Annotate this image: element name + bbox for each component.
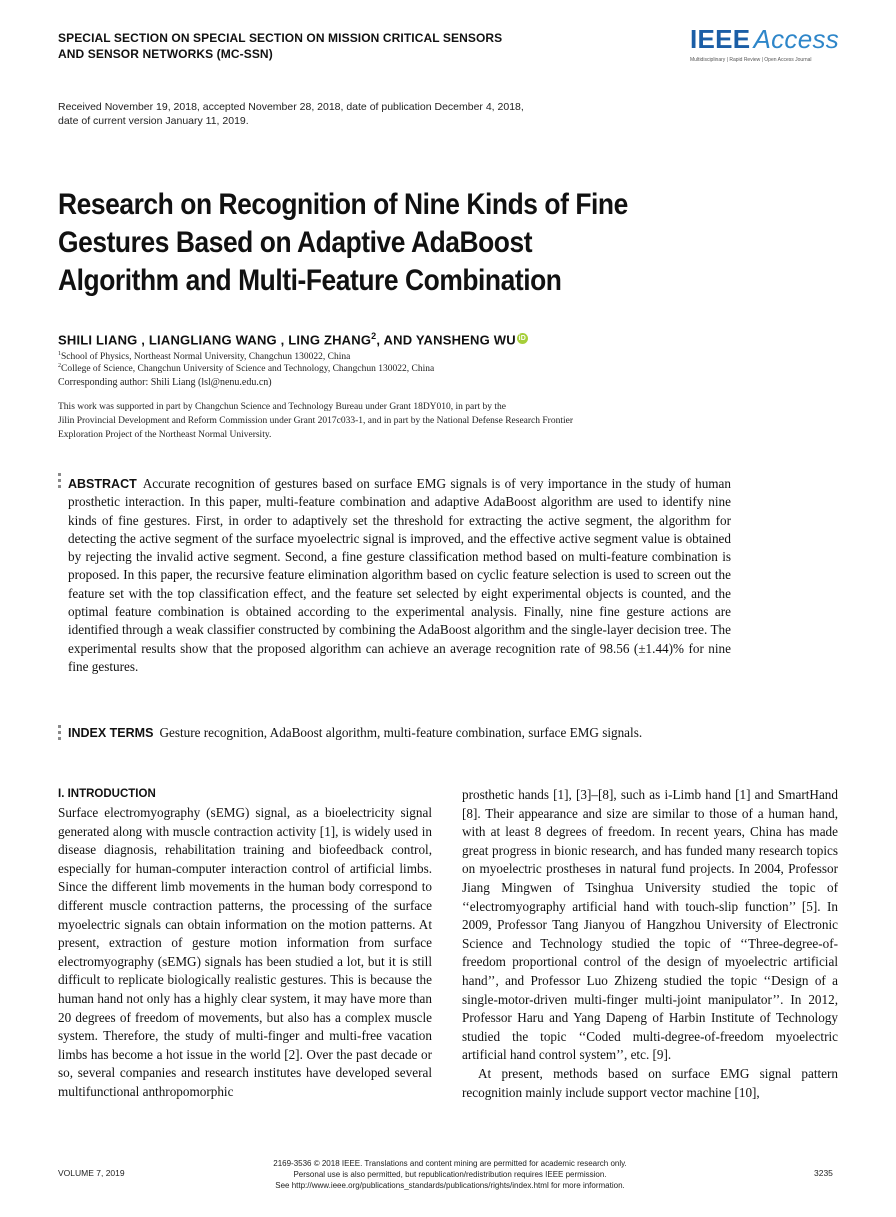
affiliation-1-text: School of Physics, Northeast Normal University, Changchun 130022, China xyxy=(61,352,351,363)
body-left-column xyxy=(58,786,432,1102)
body-right-column xyxy=(462,786,838,1102)
funding-statement xyxy=(58,400,738,442)
special-section-header xyxy=(58,30,578,62)
abstract-block xyxy=(68,475,731,676)
intro-paragraph-2: At present, methods based on surface EMG signal pattern recognition mainly include support vector machine [10], xyxy=(462,1065,838,1100)
index-terms-text: Gesture recognition, AdaBoost algorithm, multi-feature combination, surface EMG signals. xyxy=(159,725,643,740)
license-line-2: Personal use is also permitted, but republication/redistribution requires IEEE permission. xyxy=(293,1170,607,1179)
logo-tagline: Multidisciplinary | Rapid Review | Open Access Journal xyxy=(690,57,812,63)
paper-title xyxy=(58,186,762,300)
footer-license xyxy=(180,1158,720,1191)
support-line-2: Jilin Provincial Development and Reform Commission under Grant 2017c033-1, and in part by the National Defense Research Frontier xyxy=(58,416,573,426)
intro-paragraph-1-cont: prosthetic hands [1], [3]–[8], such as i-Limb hand [1] and SmartHand [8]. Their appearance and size are similar to those of a human hand, with at least 8 degrees of freedom. In recent years, China has made great progress in bionic research, and has funded many research topics on myoelectric prostheses in natural fund projects. In 2004, Professor Jiang Mingwen of Tsinghua University studied the topic of ‘‘electromyography artificial hand with touch-slip function’’ [5]. In 2009, Professor Tang Jianyou of Hangzhou University of Electronic Science and Technology studied the topic of ‘‘Three-degree-of-freedom proportional control of the design of myoelectric artificial hand’’, and Professor Luo Zhizeng studied the topic ‘‘Design of a single-motor-driven multi-finger multi-joint manipulator’’. In 2012, Professor Haru and Yang Dapeng of Harbin Institute of Technology studied the topic ‘‘Coded multi-degree-of-freedom myoelectric artificial hand control system’’, etc. [9]. xyxy=(462,787,838,1063)
section-line-1: SPECIAL SECTION ON SPECIAL SECTION ON MISSION CRITICAL SENSORS xyxy=(58,31,503,45)
section-heading-introduction: I. INTRODUCTION xyxy=(58,788,156,800)
support-line-1: This work was supported in part by Changchun Science and Technology Bureau under Grant 18DY010, in part by the xyxy=(58,402,506,412)
intro-paragraph-1: Surface electromyography (sEMG) signal, as a bioelectricity signal generated along with muscle contraction activity [1], is widely used in disease diagnosis, rehabilitation training and biofeedback control, especially for human-computer interaction control of artificial limbs. Since the different limb movements in the human body correspond to different muscle contraction patterns, the processing of the surface myoelectric signals can obtain information on the motion patterns. At present, extraction of gesture motion information from surface electromyography (sEMG) signals has been studied a lot, but it is still difficult to replicate biologically realistic gestures. This is because the human hand not only has a highly clear system, it may have more than 20 degrees of freedom of movements, but also has a complex muscle system. Therefore, the study of multi-finger and multi-free vacation limbs has become a hot issue in the world [2]. Over the past decade or so, several companies and research institutes have developed several multifunctional anthropomorphic xyxy=(58,805,432,1099)
title-line-2: Gestures Based on Adaptive AdaBoost xyxy=(58,226,533,259)
author-list xyxy=(58,331,528,347)
ieee-access-logo xyxy=(690,24,840,63)
affiliation-2-text: College of Science, Changchun University of Science and Technology, Changchun 130022, China xyxy=(61,364,435,375)
dates-line-2: date of current version January 11, 2019. xyxy=(58,115,249,127)
affiliation-2 xyxy=(58,360,434,375)
authors-sup: 2 xyxy=(371,331,377,341)
affiliation-1-sup: 1 xyxy=(58,351,61,357)
footer-volume: VOLUME 7, 2019 xyxy=(58,1168,125,1178)
support-line-3: Exploration Project of the Northeast Normal University. xyxy=(58,430,272,440)
orcid-icon[interactable]: iD xyxy=(518,335,527,343)
corresponding-author: Corresponding author: Shili Liang (lsl@nenu.edu.cn) xyxy=(58,377,272,388)
logo-ieee-text: IEEE xyxy=(690,24,751,54)
abstract-label: ABSTRACT xyxy=(68,477,137,491)
authors-text-end: , AND YANSHENG WU xyxy=(376,332,516,348)
index-terms-block xyxy=(68,724,748,742)
title-line-1: Research on Recognition of Nine Kinds of Fine xyxy=(58,188,628,221)
license-line-1: 2169-3536 © 2018 IEEE. Translations and content mining are permitted for academic research only. xyxy=(273,1159,627,1168)
footer-page-number: 3235 xyxy=(814,1168,833,1178)
title-line-3: Algorithm and Multi-Feature Combination xyxy=(58,264,562,297)
authors-text: SHILI LIANG , LIANGLIANG WANG , LING ZHANG xyxy=(58,332,372,348)
abstract-dots-icon xyxy=(58,473,62,491)
affiliation-2-sup: 2 xyxy=(58,363,61,369)
publication-dates xyxy=(58,100,678,128)
section-line-2: AND SENSOR NETWORKS (MC-SSN) xyxy=(58,47,273,61)
license-line-3: See http://www.ieee.org/publications_standards/publications/rights/index.html for more information. xyxy=(275,1181,625,1190)
dates-line-1: Received November 19, 2018, accepted November 28, 2018, date of publication December 4, 2018, xyxy=(58,101,524,113)
index-terms-label: INDEX TERMS xyxy=(68,726,154,740)
logo-access-text: Access xyxy=(753,24,840,54)
index-dots-icon xyxy=(58,725,62,743)
abstract-text: Accurate recognition of gestures based on surface EMG signals is of very importance in the study of human prosthetic interaction. In this paper, multi-feature combination and adaptive AdaBoost algorithm are used to identify nine kinds of fine gestures. First, in order to adaptively set the threshold for extracting the active segment, the algorithm for detecting the active segment of the surface myoelectric signal is improved, and the effective active segment value is obtained by rejecting the invalid active segment. Second, a fine gesture classification method based on multi-feature combination is proposed. In this paper, the recursive feature elimination algorithm based on cyclic feature selection is used to screen out the feature set with the top classification effect, and the feature set selected by eight experimental objects is counted, and the optimal feature combination is obtained according to the experimental analysis. Finally, nine fine gesture actions are identified through a weak classifier constructed by combining the AdaBoost algorithm and the single-layer decision tree. The experimental results show that the proposed algorithm can achieve an average recognition rate of 98.56 (±1.44)% for nine fine gestures. xyxy=(68,476,731,674)
